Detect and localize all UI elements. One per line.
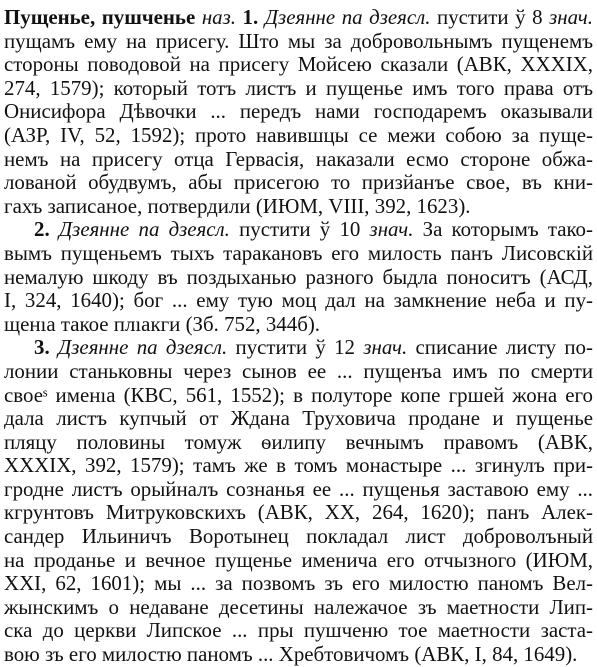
sense-3-line: ска до церкви Липское ... пры пушченю тое маетности заста- <box>4 619 593 643</box>
sense-1-line: лованой обудвумъ, абы присегою то призйанъе свое, въ кни- <box>4 171 593 195</box>
sense-3-line: лонии станьковны через сынов ее ... пущенъа имъ по смерти <box>4 359 593 383</box>
sense-1-definition: Дзеянне па дзеясл. <box>264 6 431 29</box>
sense-3-line: XXI, 62, 1601); мы ... за позвомъ зъ его милостю паномъ Вел- <box>4 572 593 596</box>
sense-1-reference: пустити ў 8 <box>437 6 543 29</box>
sense-2-line: щенıа такое плıакги (Зб. 752, 344б). <box>4 312 321 336</box>
sense-2-line: вымъ пущеньемъ тыхъ таракановъ его милость панъ Лисовскій <box>4 241 593 265</box>
headword: Пущенье, пушченье <box>4 6 196 29</box>
sense-3-line: сандер Ильиничъ Воротынец покладал лист доброволъный <box>4 525 593 549</box>
sense-3-line: пляцу половины томуж ѳилипу вечнымъ правомъ (АВК, <box>4 430 593 454</box>
sense-1-znach: знач. <box>549 6 593 29</box>
sense-2-reference: пустити ў 10 <box>239 218 361 242</box>
sense-3-line: своеˢ именıа (КВС, 561, 1552); в полуторе копе гршей жона его <box>4 383 593 407</box>
sense-3-line: жынскимъ о недаване десетины належачое зъ маетности Лип- <box>4 595 593 619</box>
sense-2-line: немалую шкоду въ поздыханью разного быдла поноситъ (АСД, <box>4 265 593 289</box>
grammar-label: наз. <box>201 6 236 29</box>
sense-2-znach: знач. <box>369 218 414 242</box>
sense-3-znach: знач. <box>363 336 408 360</box>
sense-2-number: 2. <box>34 218 50 242</box>
sense-3-line: гродне листъ орыйналъ сознанья ее ... пущенья заставою ему ... <box>4 477 593 501</box>
sense-1-line: Онисифора Дѣвочки ... передъ нами господаремъ оказывали <box>4 100 593 124</box>
sense-3-number: 3. <box>34 336 50 360</box>
sense-2-headline <box>4 218 593 242</box>
sense-2-text-start: За которымъ тако- <box>422 218 593 242</box>
sense-3-line: кгрунтовъ Митруковскихъ (АВК, XX, 264, 1620); панъ Алек- <box>4 501 593 525</box>
sense-3-line: вою зъ его милостю паномъ ... Хребтовичомъ (АВК, I, 84, 1649). <box>4 643 578 667</box>
sense-1-line: 274, 1579); который тотъ листъ и пущенье имъ того права отъ <box>4 76 593 100</box>
sense-1-line: стороны поводовой на присегу Мойсею сказали (АВК, XXXIX, <box>4 53 593 77</box>
sense-3-line: на проданье и вечное пущенье именича его отчызного (ИЮМ, <box>4 548 593 572</box>
sense-2-definition: Дзеянне па дзеясл. <box>58 218 230 242</box>
sense-3-line: XXXIX, 392, 1579); тамъ же в томъ монастыре ... згинулъ при- <box>4 454 593 478</box>
sense-3-reference: пустити ў 12 <box>235 336 355 360</box>
sense-2-line: I, 324, 1640); бог ... ему тую моц дал на замкнение неба и пу- <box>4 289 593 313</box>
sense-3-headline <box>4 336 593 360</box>
sense-3-line: дала листъ купчый от Ждана Труховича продане и пущенье <box>4 407 593 431</box>
sense-1-line: немъ на присегу отца Гервасія, наказали есмо стороне обжа- <box>4 147 593 171</box>
sense-1-number: 1. <box>242 6 259 29</box>
sense-1-line: гахъ записаное, потвердили (ИЮМ, VIII, 392, 1623). <box>4 194 471 218</box>
entry-headline <box>4 6 593 30</box>
sense-3-definition: Дзеянне па дзеясл. <box>57 336 228 360</box>
sense-3-text-start: списание листу по- <box>415 336 593 360</box>
sense-1-line: пущамъ ему на присегу. Што мы за добровольнымъ пущенемъ <box>4 29 593 53</box>
sense-1-line: (АЗР, IV, 52, 1592); прото навившцы се межи собою за пуще- <box>4 123 593 147</box>
